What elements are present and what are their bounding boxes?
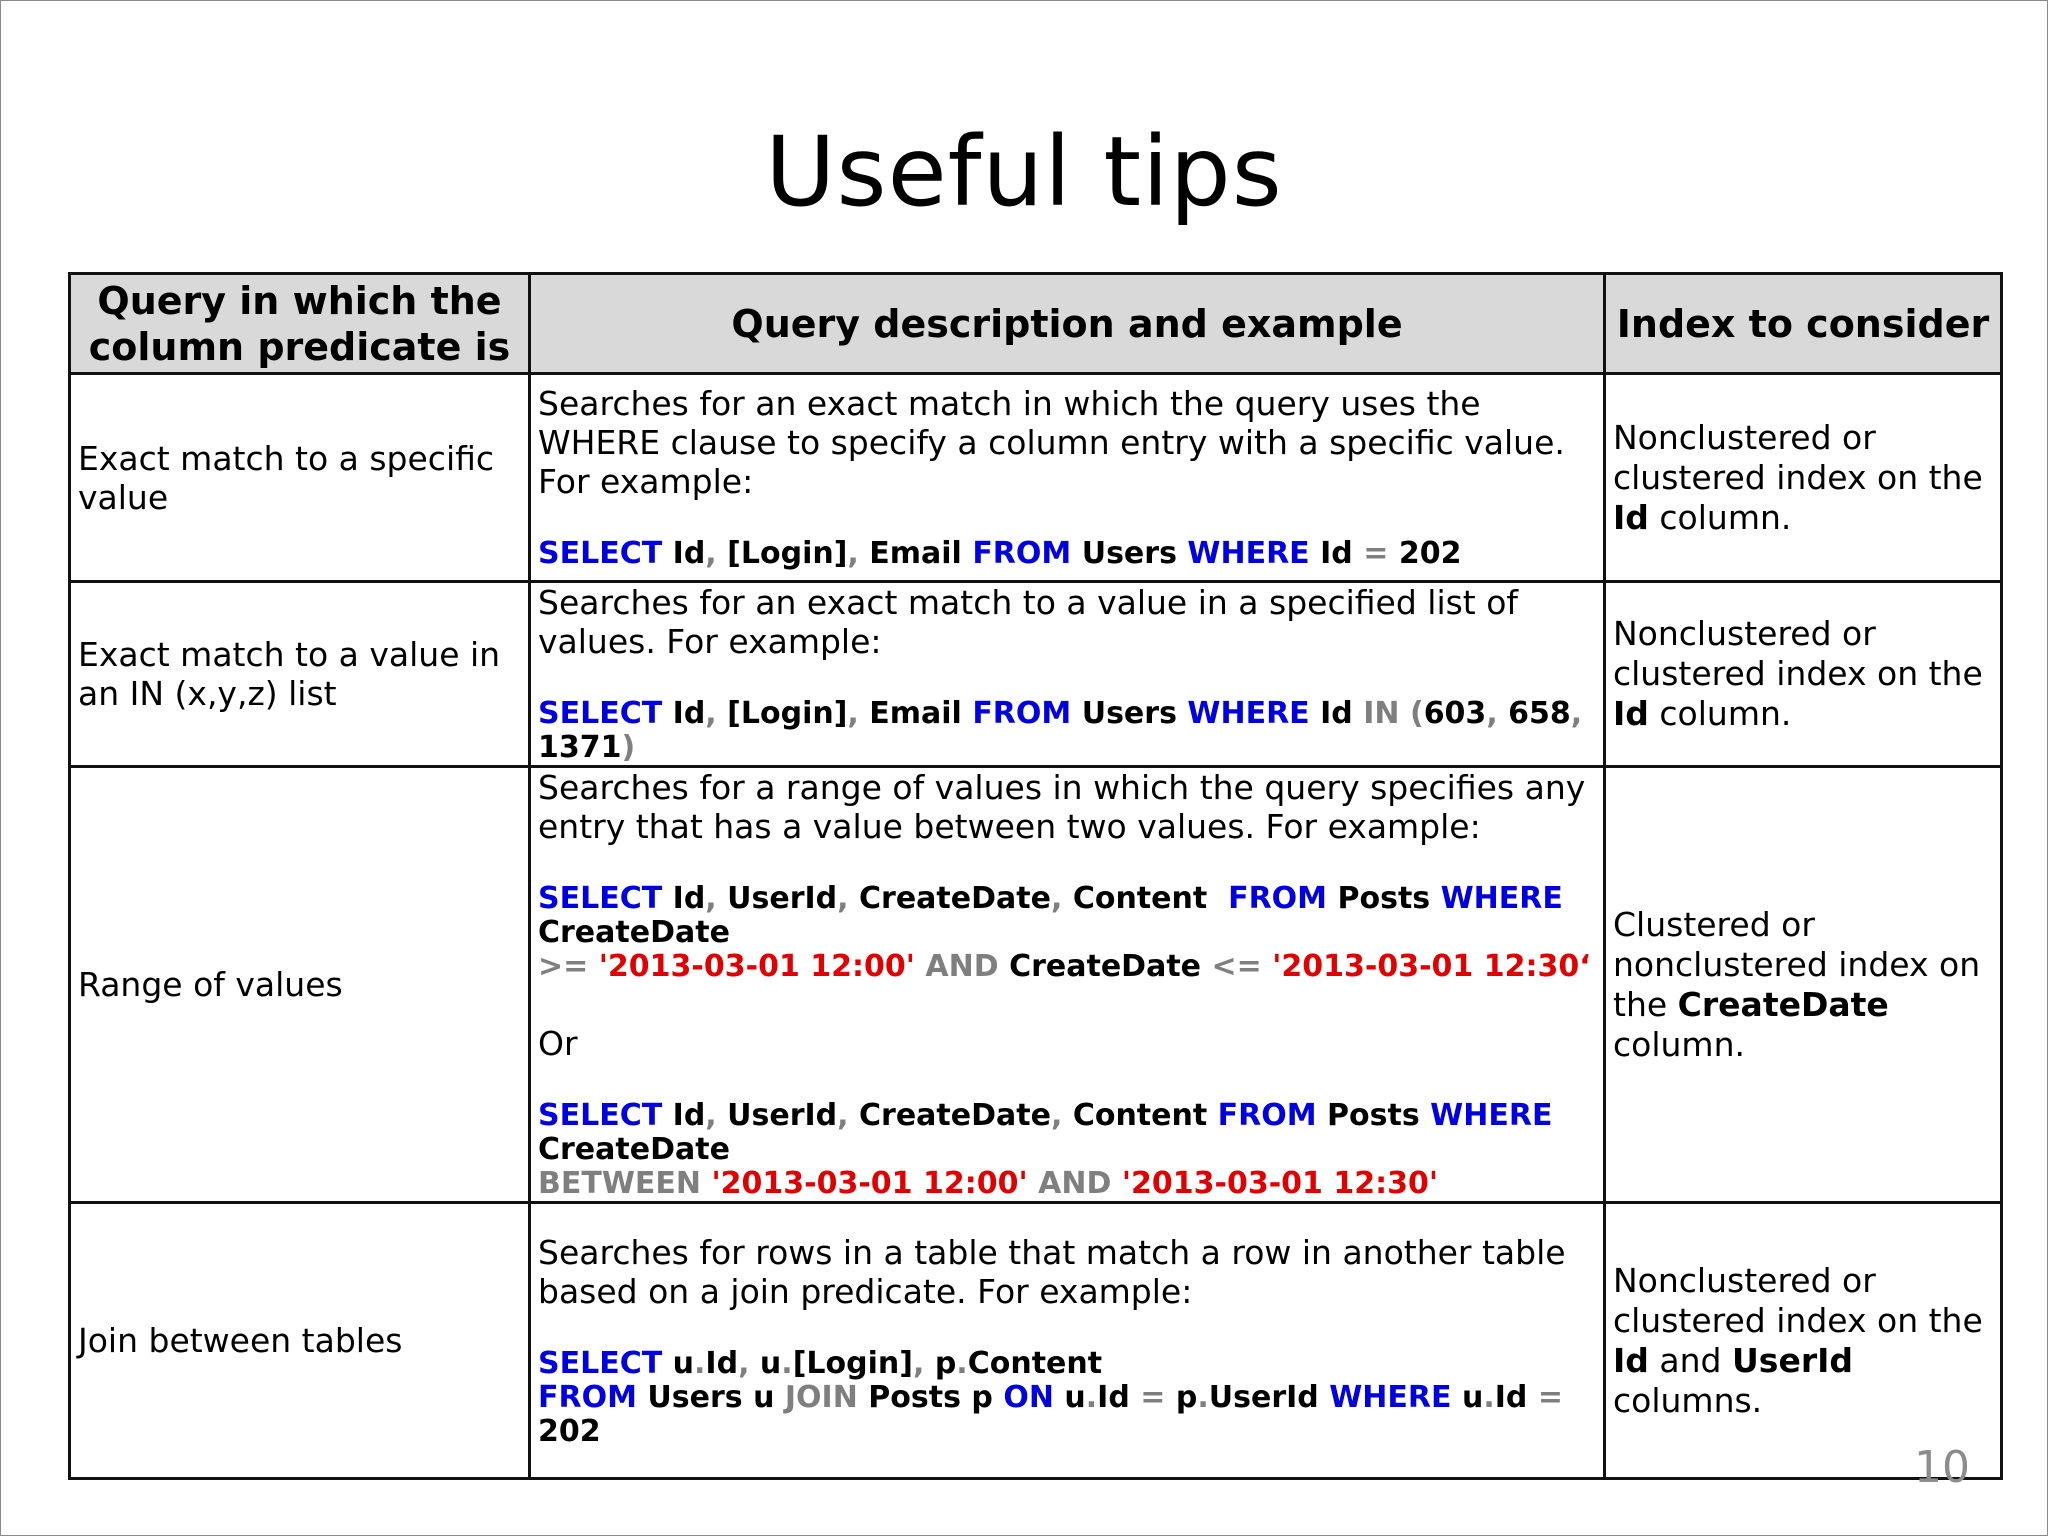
sql-example: SELECT Id, [Login], Email FROM Users WHERE Id IN (603, 658, 1371) — [538, 696, 1583, 765]
description-text: Searches for rows in a table that match a row in another table based on a join predicate. For example: — [538, 1232, 1566, 1311]
table-header-row — [70, 274, 2002, 374]
or-text: Or — [538, 1024, 578, 1063]
page-number: 10 — [1914, 1442, 1970, 1493]
header-predicate: Query in which the column predicate is — [70, 274, 530, 374]
sql-example: SELECT u.Id, u.[Login], p.Content FROM Users u JOIN Posts p ON u.Id = p.UserId WHERE u.Id = 202 — [538, 1345, 1563, 1449]
index-cell: Nonclustered or clustered index on the Id and UserId columns. — [1605, 1203, 2002, 1479]
tips-table — [68, 272, 2003, 1480]
table-row — [70, 767, 2002, 1203]
description-cell — [530, 374, 1605, 582]
slide-title: Useful tips — [765, 116, 1283, 228]
predicate-cell: Join between tables — [70, 1203, 530, 1479]
header-description: Query description and example — [530, 274, 1605, 374]
header-index: Index to consider — [1605, 274, 2002, 374]
description-text: Searches for a range of values in which the query specifies any entry that has a value between two values. For example: — [538, 768, 1586, 846]
index-cell: Clustered or nonclustered index on the CreateDate column. — [1605, 767, 2002, 1203]
sql-example: SELECT Id, UserId, CreateDate, Content FROM Posts WHERE CreateDate BETWEEN '2013-03-01 12:00' AND '2013-03-01 12:30' — [538, 1098, 1553, 1201]
table-row — [70, 582, 2002, 767]
table-row — [70, 374, 2002, 582]
description-cell — [530, 582, 1605, 767]
description-cell — [530, 767, 1605, 1203]
index-cell: Nonclustered or clustered index on the Id column. — [1605, 374, 2002, 582]
sql-example: SELECT Id, [Login], Email FROM Users WHERE Id = 202 — [538, 536, 1462, 571]
description-cell — [530, 1203, 1605, 1479]
predicate-cell: Range of values — [70, 767, 530, 1203]
table-row — [70, 1203, 2002, 1479]
predicate-cell: Exact match to a specific value — [70, 374, 530, 582]
index-cell: Nonclustered or clustered index on the Id column. — [1605, 582, 2002, 767]
description-text: Searches for an exact match in which the query uses the WHERE clause to specify a column entry with a specific value. For example: — [538, 384, 1565, 501]
sql-example: SELECT Id, UserId, CreateDate, Content FROM Posts WHERE CreateDate >= '2013-03-01 12:00' AND CreateDate <= '2013-03-01 12:30‘ — [538, 881, 1591, 984]
description-text: Searches for an exact match to a value in a specified list of values. For example: — [538, 583, 1519, 661]
predicate-cell: Exact match to a value in an IN (x,y,z) list — [70, 582, 530, 767]
